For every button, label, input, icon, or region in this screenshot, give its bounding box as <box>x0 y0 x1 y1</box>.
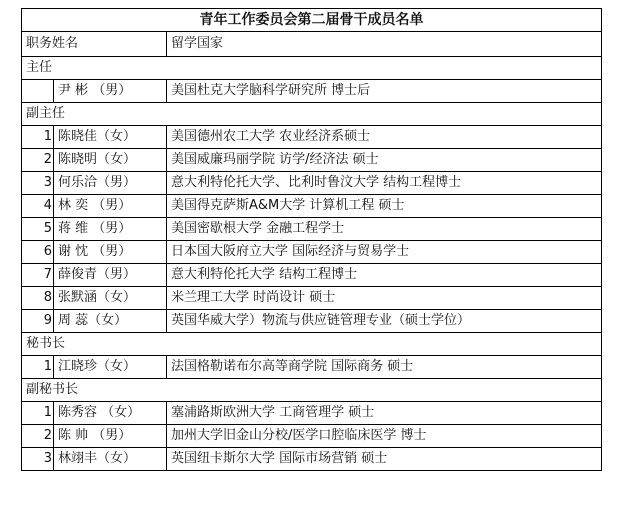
member-detail: 法国格勒诺布尔高等商学院 国际商务 硕士 <box>167 356 602 379</box>
row-number: 7 <box>22 264 54 287</box>
title-row <box>22 9 602 32</box>
member-list-sheet <box>21 8 601 471</box>
member-name: 薛俊青（男） <box>54 264 167 287</box>
table-row <box>22 172 602 195</box>
section-row <box>22 103 602 126</box>
row-number: 3 <box>22 448 54 471</box>
section-row <box>22 57 602 80</box>
row-number: 1 <box>22 126 54 149</box>
table-row <box>22 287 602 310</box>
row-number: 8 <box>22 287 54 310</box>
member-detail: 米兰理工大学 时尚设计 硕士 <box>167 287 602 310</box>
table-row <box>22 425 602 448</box>
member-name: 林翊丰（女） <box>54 448 167 471</box>
member-detail: 日本国大阪府立大学 国际经济与贸易学士 <box>167 241 602 264</box>
member-detail: 美国得克萨斯A&M大学 计算机工程 硕士 <box>167 195 602 218</box>
member-detail: 美国德州农工大学 农业经济系硕士 <box>167 126 602 149</box>
section-row <box>22 333 602 356</box>
row-number: 1 <box>22 402 54 425</box>
table-row <box>22 80 602 103</box>
row-number: 3 <box>22 172 54 195</box>
row-number: 9 <box>22 310 54 333</box>
header-row <box>22 32 602 57</box>
section-label: 秘书长 <box>22 333 602 356</box>
row-number <box>22 80 54 103</box>
table-row <box>22 264 602 287</box>
member-table <box>21 8 602 471</box>
member-name: 何乐洽（男） <box>54 172 167 195</box>
member-name: 林 奕 （男） <box>54 195 167 218</box>
member-name: 陈晓明（女） <box>54 149 167 172</box>
member-name: 陈 帅 （男） <box>54 425 167 448</box>
member-name: 张默涵（女） <box>54 287 167 310</box>
table-row <box>22 241 602 264</box>
header-role: 职务 <box>26 36 53 51</box>
member-name: 尹 彬 （男） <box>54 80 167 103</box>
row-number: 2 <box>22 149 54 172</box>
member-detail: 美国威廉玛丽学院 访学/经济法 硕士 <box>167 149 602 172</box>
table-row <box>22 356 602 379</box>
member-name: 陈秀容 （女） <box>54 402 167 425</box>
member-name: 蒋 维 （男） <box>54 218 167 241</box>
member-name: 周 蕊（女） <box>54 310 167 333</box>
member-name: 谢 忱 （男） <box>54 241 167 264</box>
row-number: 2 <box>22 425 54 448</box>
member-detail: 意大利特伦托大学、比利时鲁汶大学 结构工程博士 <box>167 172 602 195</box>
table-title: 青年工作委员会第二届骨干成员名单 <box>22 9 602 32</box>
row-number: 5 <box>22 218 54 241</box>
table-row <box>22 149 602 172</box>
header-role-name <box>22 32 167 57</box>
member-detail: 英国纽卡斯尔大学 国际市场营销 硕士 <box>167 448 602 471</box>
row-number: 1 <box>22 356 54 379</box>
member-name: 陈晓佳（女） <box>54 126 167 149</box>
member-name: 江晓珍（女） <box>54 356 167 379</box>
table-row <box>22 402 602 425</box>
member-detail: 美国杜克大学脑科学研究所 博士后 <box>167 80 602 103</box>
member-detail: 加州大学旧金山分校/医学口腔临床医学 博士 <box>167 425 602 448</box>
header-country: 留学国家 <box>167 32 602 57</box>
table-row <box>22 195 602 218</box>
member-detail: 意大利特伦托大学 结构工程博士 <box>167 264 602 287</box>
section-label: 主任 <box>22 57 602 80</box>
table-row <box>22 448 602 471</box>
section-label: 副主任 <box>22 103 602 126</box>
member-detail: 美国密歇根大学 金融工程学士 <box>167 218 602 241</box>
section-label: 副秘书长 <box>22 379 602 402</box>
table-row <box>22 126 602 149</box>
row-number: 4 <box>22 195 54 218</box>
section-row <box>22 379 602 402</box>
table-row <box>22 218 602 241</box>
member-detail: 塞浦路斯欧洲大学 工商管理学 硕士 <box>167 402 602 425</box>
row-number: 6 <box>22 241 54 264</box>
table-row <box>22 310 602 333</box>
header-name: 姓名 <box>52 36 79 51</box>
member-detail: 英国华威大学）物流与供应链管理专业（硕士学位） <box>167 310 602 333</box>
